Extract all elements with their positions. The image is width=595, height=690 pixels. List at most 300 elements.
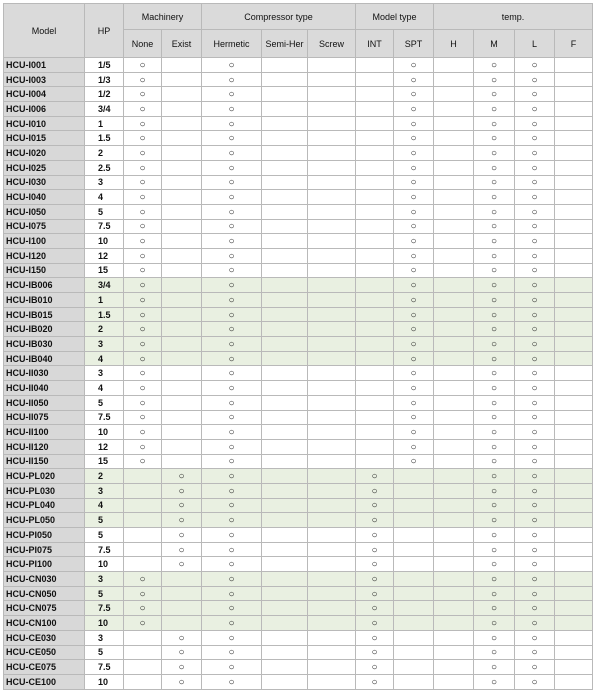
- spt-cell: [394, 601, 434, 616]
- circle-mark-icon: ○: [491, 177, 498, 189]
- circle-mark-icon: ○: [371, 588, 378, 600]
- m-cell: [474, 498, 515, 513]
- circle-mark-icon: ○: [491, 427, 498, 439]
- circle-mark-icon: ○: [228, 133, 235, 145]
- none-cell: [124, 307, 162, 322]
- circle-mark-icon: ○: [228, 647, 235, 659]
- header-semi-her: Semi-Her: [262, 30, 308, 58]
- none-cell: [124, 72, 162, 87]
- l-cell: [515, 293, 555, 308]
- hp-cell: 7.5: [85, 410, 124, 425]
- hp-cell: 3/4: [85, 278, 124, 293]
- int-cell: [356, 322, 394, 337]
- circle-mark-icon: ○: [228, 382, 235, 394]
- circle-mark-icon: ○: [491, 647, 498, 659]
- circle-mark-icon: ○: [139, 427, 146, 439]
- none-cell: [124, 616, 162, 631]
- circle-mark-icon: ○: [371, 515, 378, 527]
- l-cell: [515, 586, 555, 601]
- exist-cell: [162, 586, 202, 601]
- semi-her-cell: [262, 175, 308, 190]
- circle-mark-icon: ○: [410, 427, 417, 439]
- spt-cell: [394, 146, 434, 161]
- none-cell: [124, 87, 162, 102]
- m-cell: [474, 72, 515, 87]
- hermetic-cell: [202, 248, 262, 263]
- screw-cell: [308, 234, 356, 249]
- hermetic-cell: [202, 395, 262, 410]
- f-cell: [555, 542, 593, 557]
- circle-mark-icon: ○: [228, 559, 235, 571]
- circle-mark-icon: ○: [139, 250, 146, 262]
- circle-mark-icon: ○: [228, 412, 235, 424]
- exist-cell: [162, 146, 202, 161]
- semi-her-cell: [262, 293, 308, 308]
- circle-mark-icon: ○: [139, 133, 146, 145]
- semi-her-cell: [262, 204, 308, 219]
- l-cell: [515, 146, 555, 161]
- screw-cell: [308, 322, 356, 337]
- screw-cell: [308, 219, 356, 234]
- exist-cell: [162, 572, 202, 587]
- int-cell: [356, 616, 394, 631]
- hermetic-cell: [202, 439, 262, 454]
- spt-cell: [394, 395, 434, 410]
- circle-mark-icon: ○: [531, 529, 538, 541]
- circle-mark-icon: ○: [410, 324, 417, 336]
- semi-her-cell: [262, 439, 308, 454]
- hermetic-cell: [202, 454, 262, 469]
- none-cell: [124, 190, 162, 205]
- screw-cell: [308, 660, 356, 675]
- l-cell: [515, 87, 555, 102]
- exist-cell: [162, 72, 202, 87]
- hermetic-cell: [202, 160, 262, 175]
- l-cell: [515, 660, 555, 675]
- semi-her-cell: [262, 102, 308, 117]
- h-cell: [434, 616, 474, 631]
- m-cell: [474, 542, 515, 557]
- circle-mark-icon: ○: [139, 59, 146, 71]
- circle-mark-icon: ○: [491, 368, 498, 380]
- int-cell: [356, 425, 394, 440]
- screw-cell: [308, 513, 356, 528]
- circle-mark-icon: ○: [410, 265, 417, 277]
- screw-cell: [308, 469, 356, 484]
- spt-cell: [394, 498, 434, 513]
- model-cell: HCU-PI050: [4, 528, 85, 543]
- f-cell: [555, 234, 593, 249]
- model-cell: HCU-CN030: [4, 572, 85, 587]
- f-cell: [555, 395, 593, 410]
- circle-mark-icon: ○: [410, 177, 417, 189]
- table-row: [4, 645, 593, 660]
- circle-mark-icon: ○: [139, 456, 146, 468]
- header-exist: Exist: [162, 30, 202, 58]
- screw-cell: [308, 542, 356, 557]
- screw-cell: [308, 439, 356, 454]
- circle-mark-icon: ○: [410, 89, 417, 101]
- circle-mark-icon: ○: [531, 500, 538, 512]
- spt-cell: [394, 513, 434, 528]
- model-cell: HCU-I040: [4, 190, 85, 205]
- f-cell: [555, 175, 593, 190]
- m-cell: [474, 102, 515, 117]
- circle-mark-icon: ○: [410, 353, 417, 365]
- int-cell: [356, 160, 394, 175]
- model-cell: HCU-I120: [4, 248, 85, 263]
- h-cell: [434, 586, 474, 601]
- model-cell: HCU-IB015: [4, 307, 85, 322]
- m-cell: [474, 204, 515, 219]
- circle-mark-icon: ○: [139, 118, 146, 130]
- table-row: [4, 58, 593, 73]
- circle-mark-icon: ○: [491, 324, 498, 336]
- circle-mark-icon: ○: [139, 441, 146, 453]
- circle-mark-icon: ○: [531, 103, 538, 115]
- circle-mark-icon: ○: [491, 456, 498, 468]
- int-cell: [356, 557, 394, 572]
- f-cell: [555, 204, 593, 219]
- hp-cell: 3/4: [85, 102, 124, 117]
- semi-her-cell: [262, 660, 308, 675]
- exist-cell: [162, 395, 202, 410]
- l-cell: [515, 542, 555, 557]
- spt-cell: [394, 542, 434, 557]
- l-cell: [515, 557, 555, 572]
- circle-mark-icon: ○: [531, 573, 538, 585]
- table-row: [4, 322, 593, 337]
- header-compressor-type: Compressor type: [202, 4, 356, 30]
- f-cell: [555, 102, 593, 117]
- none-cell: [124, 322, 162, 337]
- circle-mark-icon: ○: [228, 74, 235, 86]
- semi-her-cell: [262, 469, 308, 484]
- table-row: [4, 572, 593, 587]
- circle-mark-icon: ○: [410, 280, 417, 292]
- hp-cell: 4: [85, 190, 124, 205]
- table-row: [4, 263, 593, 278]
- table-row: [4, 190, 593, 205]
- semi-her-cell: [262, 674, 308, 689]
- spt-cell: [394, 381, 434, 396]
- l-cell: [515, 616, 555, 631]
- h-cell: [434, 322, 474, 337]
- spt-cell: [394, 454, 434, 469]
- none-cell: [124, 572, 162, 587]
- semi-her-cell: [262, 381, 308, 396]
- semi-her-cell: [262, 410, 308, 425]
- hermetic-cell: [202, 616, 262, 631]
- circle-mark-icon: ○: [531, 588, 538, 600]
- circle-mark-icon: ○: [228, 617, 235, 629]
- hermetic-cell: [202, 601, 262, 616]
- semi-her-cell: [262, 645, 308, 660]
- circle-mark-icon: ○: [491, 103, 498, 115]
- circle-mark-icon: ○: [139, 74, 146, 86]
- circle-mark-icon: ○: [531, 382, 538, 394]
- hermetic-cell: [202, 102, 262, 117]
- circle-mark-icon: ○: [531, 662, 538, 674]
- circle-mark-icon: ○: [531, 427, 538, 439]
- model-cell: HCU-I015: [4, 131, 85, 146]
- f-cell: [555, 366, 593, 381]
- spt-cell: [394, 72, 434, 87]
- circle-mark-icon: ○: [531, 74, 538, 86]
- screw-cell: [308, 381, 356, 396]
- table-row: [4, 557, 593, 572]
- hp-cell: 4: [85, 381, 124, 396]
- exist-cell: [162, 674, 202, 689]
- f-cell: [555, 160, 593, 175]
- circle-mark-icon: ○: [228, 485, 235, 497]
- screw-cell: [308, 293, 356, 308]
- none-cell: [124, 395, 162, 410]
- hermetic-cell: [202, 293, 262, 308]
- hermetic-cell: [202, 337, 262, 352]
- h-cell: [434, 293, 474, 308]
- circle-mark-icon: ○: [531, 206, 538, 218]
- hp-cell: 5: [85, 528, 124, 543]
- m-cell: [474, 425, 515, 440]
- f-cell: [555, 586, 593, 601]
- table-row: [4, 674, 593, 689]
- circle-mark-icon: ○: [491, 662, 498, 674]
- f-cell: [555, 483, 593, 498]
- hermetic-cell: [202, 498, 262, 513]
- table-row: [4, 102, 593, 117]
- circle-mark-icon: ○: [491, 544, 498, 556]
- circle-mark-icon: ○: [371, 529, 378, 541]
- circle-mark-icon: ○: [139, 103, 146, 115]
- f-cell: [555, 645, 593, 660]
- exist-cell: [162, 175, 202, 190]
- hermetic-cell: [202, 87, 262, 102]
- table-row: [4, 116, 593, 131]
- none-cell: [124, 586, 162, 601]
- circle-mark-icon: ○: [491, 382, 498, 394]
- f-cell: [555, 58, 593, 73]
- screw-cell: [308, 557, 356, 572]
- screw-cell: [308, 366, 356, 381]
- int-cell: [356, 293, 394, 308]
- int-cell: [356, 87, 394, 102]
- l-cell: [515, 219, 555, 234]
- circle-mark-icon: ○: [371, 662, 378, 674]
- circle-mark-icon: ○: [139, 265, 146, 277]
- circle-mark-icon: ○: [410, 221, 417, 233]
- circle-mark-icon: ○: [531, 177, 538, 189]
- hp-cell: 15: [85, 454, 124, 469]
- int-cell: [356, 234, 394, 249]
- spt-cell: [394, 102, 434, 117]
- int-cell: [356, 395, 394, 410]
- circle-mark-icon: ○: [491, 632, 498, 644]
- l-cell: [515, 131, 555, 146]
- circle-mark-icon: ○: [410, 456, 417, 468]
- circle-mark-icon: ○: [371, 544, 378, 556]
- f-cell: [555, 674, 593, 689]
- hermetic-cell: [202, 660, 262, 675]
- int-cell: [356, 381, 394, 396]
- hp-cell: 10: [85, 616, 124, 631]
- l-cell: [515, 366, 555, 381]
- h-cell: [434, 131, 474, 146]
- circle-mark-icon: ○: [371, 559, 378, 571]
- model-cell: HCU-II030: [4, 366, 85, 381]
- exist-cell: [162, 263, 202, 278]
- l-cell: [515, 58, 555, 73]
- m-cell: [474, 351, 515, 366]
- model-cell: HCU-I050: [4, 204, 85, 219]
- hp-cell: 3: [85, 366, 124, 381]
- semi-her-cell: [262, 58, 308, 73]
- f-cell: [555, 337, 593, 352]
- exist-cell: [162, 483, 202, 498]
- circle-mark-icon: ○: [531, 280, 538, 292]
- hp-cell: 3: [85, 630, 124, 645]
- circle-mark-icon: ○: [410, 294, 417, 306]
- int-cell: [356, 528, 394, 543]
- exist-cell: [162, 248, 202, 263]
- circle-mark-icon: ○: [410, 206, 417, 218]
- l-cell: [515, 439, 555, 454]
- l-cell: [515, 72, 555, 87]
- circle-mark-icon: ○: [410, 412, 417, 424]
- none-cell: [124, 542, 162, 557]
- none-cell: [124, 439, 162, 454]
- f-cell: [555, 190, 593, 205]
- table-row: [4, 498, 593, 513]
- circle-mark-icon: ○: [139, 294, 146, 306]
- hermetic-cell: [202, 351, 262, 366]
- h-cell: [434, 660, 474, 675]
- none-cell: [124, 146, 162, 161]
- hp-cell: 7.5: [85, 601, 124, 616]
- h-cell: [434, 72, 474, 87]
- m-cell: [474, 337, 515, 352]
- table-row: [4, 278, 593, 293]
- circle-mark-icon: ○: [139, 397, 146, 409]
- table-row: [4, 204, 593, 219]
- spt-cell: [394, 160, 434, 175]
- hp-cell: 5: [85, 645, 124, 660]
- circle-mark-icon: ○: [228, 192, 235, 204]
- circle-mark-icon: ○: [139, 338, 146, 350]
- hp-cell: 1.5: [85, 307, 124, 322]
- hermetic-cell: [202, 513, 262, 528]
- l-cell: [515, 454, 555, 469]
- circle-mark-icon: ○: [531, 59, 538, 71]
- circle-mark-icon: ○: [531, 89, 538, 101]
- table-row: [4, 366, 593, 381]
- table-row: [4, 601, 593, 616]
- hp-cell: 1.5: [85, 131, 124, 146]
- int-cell: [356, 513, 394, 528]
- hp-cell: 4: [85, 498, 124, 513]
- semi-her-cell: [262, 572, 308, 587]
- model-cell: HCU-PL030: [4, 483, 85, 498]
- model-cell: HCU-CN100: [4, 616, 85, 631]
- model-cell: HCU-CN075: [4, 601, 85, 616]
- table-row: [4, 425, 593, 440]
- semi-her-cell: [262, 616, 308, 631]
- m-cell: [474, 454, 515, 469]
- hp-cell: 4: [85, 351, 124, 366]
- screw-cell: [308, 248, 356, 263]
- none-cell: [124, 381, 162, 396]
- none-cell: [124, 234, 162, 249]
- circle-mark-icon: ○: [491, 412, 498, 424]
- semi-her-cell: [262, 425, 308, 440]
- table-row: [4, 616, 593, 631]
- l-cell: [515, 234, 555, 249]
- f-cell: [555, 513, 593, 528]
- table-row: [4, 337, 593, 352]
- l-cell: [515, 483, 555, 498]
- none-cell: [124, 160, 162, 175]
- spt-cell: [394, 483, 434, 498]
- hermetic-cell: [202, 469, 262, 484]
- circle-mark-icon: ○: [139, 221, 146, 233]
- hp-cell: 2: [85, 469, 124, 484]
- hp-cell: 1/5: [85, 58, 124, 73]
- semi-her-cell: [262, 513, 308, 528]
- f-cell: [555, 116, 593, 131]
- none-cell: [124, 483, 162, 498]
- screw-cell: [308, 425, 356, 440]
- hp-cell: 2: [85, 146, 124, 161]
- table-row: [4, 513, 593, 528]
- table-row: [4, 87, 593, 102]
- semi-her-cell: [262, 366, 308, 381]
- circle-mark-icon: ○: [228, 397, 235, 409]
- l-cell: [515, 248, 555, 263]
- spt-cell: [394, 439, 434, 454]
- f-cell: [555, 410, 593, 425]
- circle-mark-icon: ○: [410, 103, 417, 115]
- circle-mark-icon: ○: [410, 382, 417, 394]
- circle-mark-icon: ○: [178, 676, 185, 688]
- circle-mark-icon: ○: [228, 294, 235, 306]
- semi-her-cell: [262, 190, 308, 205]
- h-cell: [434, 528, 474, 543]
- header-hermetic: Hermetic: [202, 30, 262, 58]
- circle-mark-icon: ○: [139, 89, 146, 101]
- circle-mark-icon: ○: [491, 294, 498, 306]
- semi-her-cell: [262, 278, 308, 293]
- circle-mark-icon: ○: [531, 412, 538, 424]
- exist-cell: [162, 278, 202, 293]
- l-cell: [515, 395, 555, 410]
- exist-cell: [162, 410, 202, 425]
- m-cell: [474, 439, 515, 454]
- int-cell: [356, 674, 394, 689]
- exist-cell: [162, 87, 202, 102]
- model-cell: HCU-CN050: [4, 586, 85, 601]
- circle-mark-icon: ○: [491, 676, 498, 688]
- circle-mark-icon: ○: [410, 236, 417, 248]
- model-cell: HCU-CE100: [4, 674, 85, 689]
- circle-mark-icon: ○: [491, 206, 498, 218]
- spt-cell: [394, 248, 434, 263]
- header-m: M: [474, 30, 515, 58]
- hermetic-cell: [202, 131, 262, 146]
- circle-mark-icon: ○: [178, 515, 185, 527]
- circle-mark-icon: ○: [531, 471, 538, 483]
- circle-mark-icon: ○: [228, 500, 235, 512]
- exist-cell: [162, 616, 202, 631]
